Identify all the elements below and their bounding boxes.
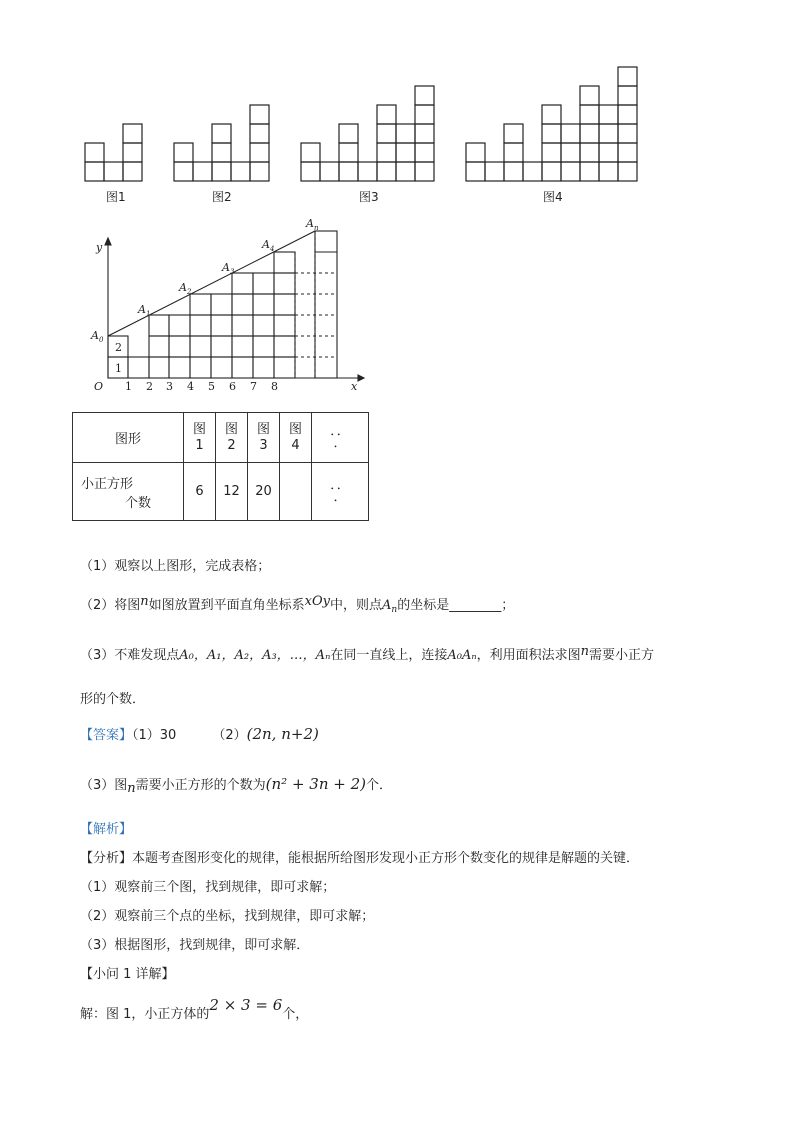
row1-label: 图形 — [73, 413, 184, 463]
x-tick-5: 5 — [208, 380, 215, 393]
analysis-line-5: 【小问 1 详解】 — [80, 967, 175, 982]
analysis-line-2: （1）观察前三个图，找到规律，即可求解； — [80, 880, 336, 895]
x-tick-8: 8 — [271, 380, 278, 393]
analysis-line-6: 解：图 1，小正方体的2 × 3 = 6个， — [80, 996, 309, 1022]
answer-line-1: 【答案】（1）30 （2）(2n, n+2) — [80, 725, 319, 743]
value-fig3: 20 — [248, 463, 280, 521]
question-2: （2）将图n如图放置到平面直角坐标系xOy中，则点$A_n$的坐标是________； — [80, 594, 515, 615]
point-a4-label: $A_4$ — [262, 238, 275, 253]
row2-label-a: 小正方形 — [81, 476, 134, 492]
coordinate-figure — [80, 215, 370, 400]
value-fig1: 6 — [184, 463, 216, 521]
header-fig2: 图 2 — [216, 413, 248, 463]
point-a3-label: $A_3$ — [222, 261, 235, 276]
figure-1-caption: 图1 — [106, 190, 126, 204]
y-axis-label: y — [96, 241, 103, 254]
figure-4-caption: 图4 — [543, 190, 563, 204]
origin-label: O — [94, 380, 104, 393]
figure-2-caption: 图2 — [212, 190, 232, 204]
x-tick-7: 7 — [250, 380, 257, 393]
header-ellipsis: ．． ． — [312, 413, 369, 463]
question-3-line-1: （3）不难发现点A₀，A₁，A₂，A₃，…，Aₙ在同一直线上，连接A₀Aₙ，利用面积法求图n需要小正方 — [80, 644, 655, 663]
value-ellipsis: ．． ． — [312, 463, 369, 521]
header-fig1: 图 1 — [184, 413, 216, 463]
value-fig2: 12 — [216, 463, 248, 521]
point-an-label: $A_n$ — [306, 217, 319, 232]
figure-2 — [174, 105, 269, 181]
analysis-line-3: （2）观察前三个点的坐标，找到规律，即可求解； — [80, 909, 375, 924]
analysis-line-4: （3）根据图形，找到规律，即可求解． — [80, 938, 310, 953]
x-axis-label: x — [351, 380, 358, 393]
data-table — [72, 412, 369, 521]
x-tick-2: 2 — [146, 380, 153, 393]
point-a1-label: $A_1$ — [138, 303, 151, 318]
row2-label-b: 个数 — [124, 495, 151, 511]
x-tick-1: 1 — [125, 380, 132, 393]
answer-line-3: （3）图n需要小正方形的个数为(n² + 3n + 2)个． — [80, 775, 393, 796]
row2-label — [73, 463, 184, 521]
question-3-line-2: 形的个数． — [80, 692, 146, 707]
cell-number-1: 1 — [115, 362, 122, 375]
point-a2-label: $A_2$ — [179, 281, 192, 296]
figure-3 — [301, 86, 434, 181]
answer-tag: 【答案】 — [80, 728, 133, 743]
figure-4 — [466, 67, 637, 181]
x-tick-4: 4 — [187, 380, 194, 393]
cell-number-2: 2 — [115, 341, 122, 354]
header-fig4: 图 4 — [280, 413, 312, 463]
value-fig4 — [280, 463, 312, 521]
figure-1 — [85, 124, 142, 181]
staircase-figures — [0, 0, 800, 190]
x-tick-6: 6 — [229, 380, 236, 393]
figure-3-caption: 图3 — [359, 190, 379, 204]
analysis-line-1: 【分析】本题考查图形变化的规律，能根据所给图形发现小正方形个数变化的规律是解题的关键． — [80, 851, 640, 866]
analysis-tag: 【解析】 — [80, 822, 133, 837]
header-fig3: 图 3 — [248, 413, 280, 463]
question-1: （1）观察以上图形，完成表格； — [80, 559, 271, 574]
point-a0-label: $A_0$ — [91, 329, 104, 344]
x-tick-3: 3 — [166, 380, 173, 393]
